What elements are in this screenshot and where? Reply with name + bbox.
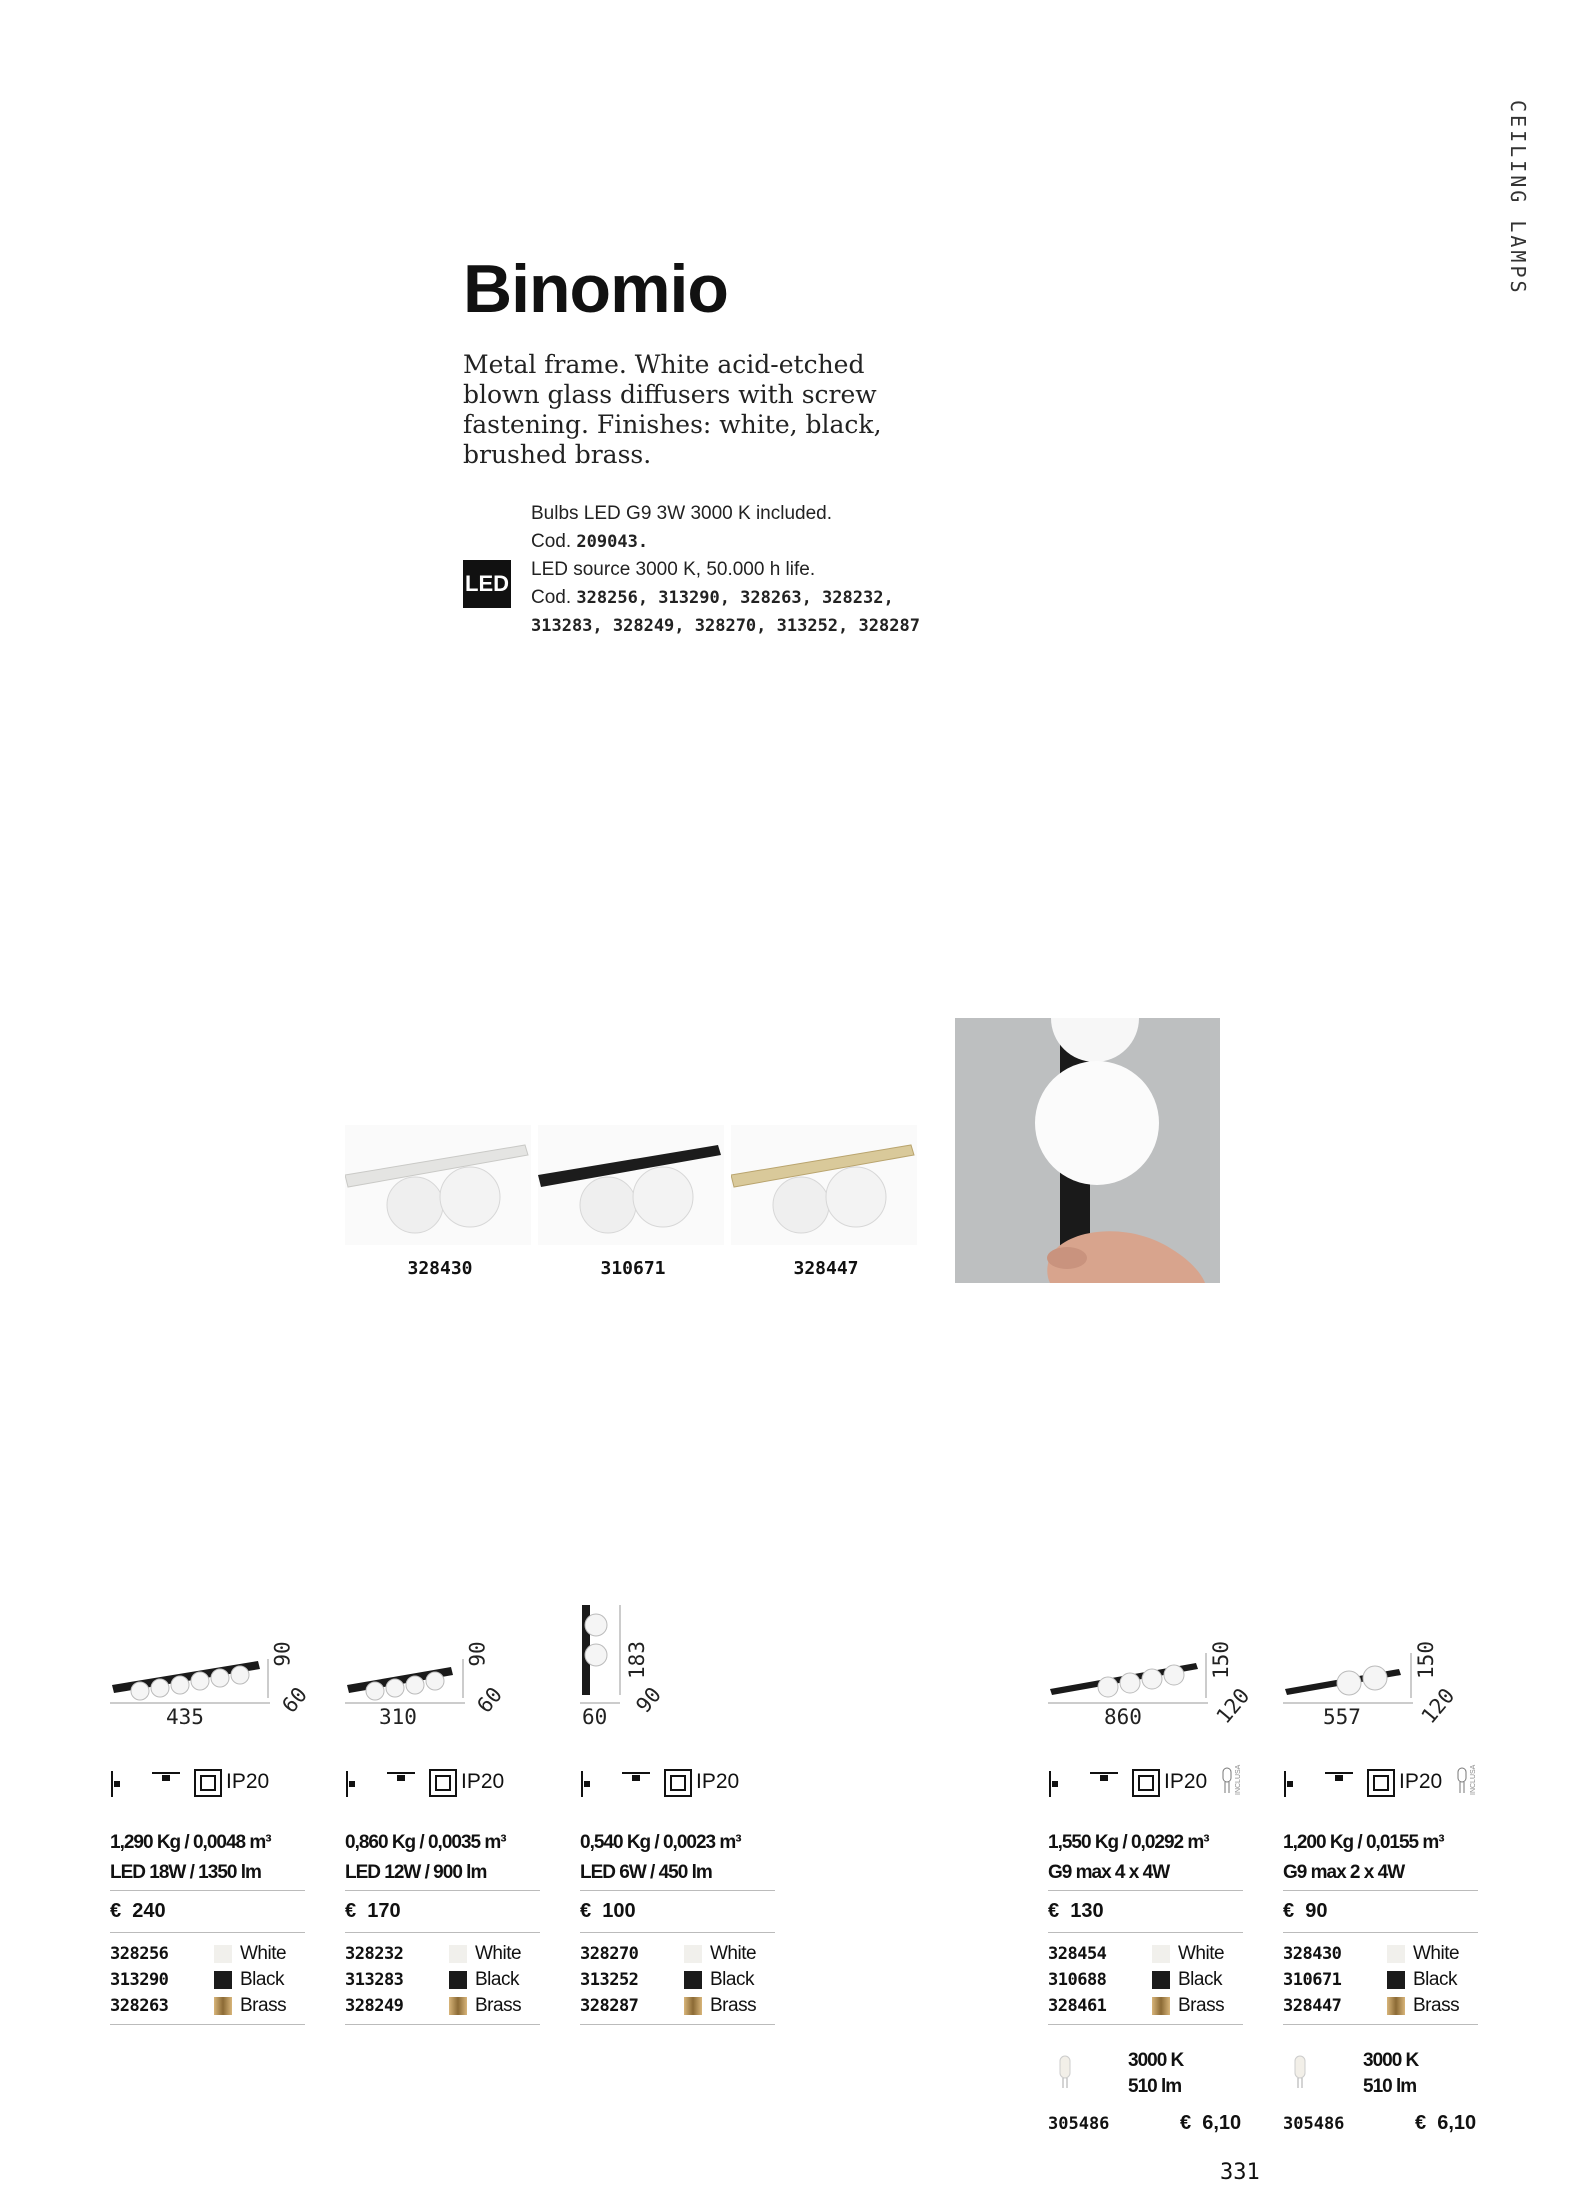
variant-row: 328447 Brass — [1283, 1995, 1460, 2016]
class-ii-icon — [1132, 1769, 1160, 1797]
mounting-icons — [580, 1765, 775, 1801]
dim-height: 183 — [624, 1641, 649, 1679]
variant-row: 328461 Brass — [1048, 1995, 1225, 2016]
class-ii-icon — [1367, 1769, 1395, 1797]
led-source-line: LED source 3000 K, 50.000 h life. — [531, 559, 816, 580]
power: LED 12W / 900 lm — [345, 1862, 487, 1883]
bulb-temp: 3000 K — [1363, 2050, 1419, 2071]
g9-bulb-icon — [1058, 2054, 1072, 2090]
dim-depth: 90 — [631, 1682, 666, 1718]
price: € 130 — [1048, 1900, 1104, 1922]
variant-list — [1048, 1941, 1243, 2019]
dim-height: 90 — [465, 1641, 490, 1667]
product-column-5 — [1283, 0, 1478, 2204]
bulb-included-icon — [1220, 1767, 1234, 1797]
bulb-included-icon — [1455, 1767, 1469, 1797]
bulb-code: 305486 — [1283, 2114, 1345, 2134]
mounting-icon — [1283, 1771, 1363, 1797]
photo-code-brass: 328447 — [793, 1258, 859, 1279]
dim-length: 557 — [1323, 1705, 1361, 1729]
ip-rating: IP20 — [226, 1770, 270, 1793]
weight: 1,290 Kg / 0,0048 m³ — [110, 1832, 271, 1853]
bulb-included-text: INCLUSA — [1235, 1764, 1242, 1795]
variant-row: 328430 White — [1283, 1943, 1460, 1964]
dim-length: 860 — [1104, 1705, 1142, 1729]
page-number: 331 — [1220, 2160, 1260, 2185]
variant-row: 328270 White — [580, 1943, 757, 1964]
class-ii-icon — [194, 1769, 222, 1797]
power: G9 max 4 x 4W — [1048, 1862, 1170, 1883]
mounting-icon — [110, 1771, 190, 1797]
power: G9 max 2 x 4W — [1283, 1862, 1405, 1883]
drawing-2 — [345, 1595, 540, 1715]
bulb-price: € 6,10 — [1180, 2112, 1242, 2134]
bulb-lumen: 510 lm — [1128, 2076, 1182, 2097]
variant-row: 328256 White — [110, 1943, 287, 1964]
price: € 100 — [580, 1900, 636, 1922]
ip-rating: IP20 — [696, 1770, 740, 1793]
mounting-icons — [110, 1765, 305, 1801]
dim-length: 435 — [166, 1705, 204, 1729]
variant-row: 310688 Black — [1048, 1969, 1222, 1990]
photo-code-white: 328430 — [407, 1258, 473, 1279]
mounting-icons — [1048, 1765, 1243, 1801]
variant-row: 313290 Black — [110, 1969, 284, 1990]
bulb-included-text: INCLUSA — [1470, 1764, 1477, 1795]
photo-code-black: 310671 — [600, 1258, 666, 1279]
variant-row: 328287 Brass — [580, 1995, 757, 2016]
variant-row: 328249 Brass — [345, 1995, 522, 2016]
section-label: CEILING LAMPS — [1506, 100, 1530, 296]
variant-row: 328232 White — [345, 1943, 522, 1964]
price: € 240 — [110, 1900, 166, 1922]
variant-row: 310671 Black — [1283, 1969, 1457, 1990]
g9-bulb-icon — [1293, 2054, 1307, 2090]
class-ii-icon — [429, 1769, 457, 1797]
led-bulbs-line: Bulbs LED G9 3W 3000 K included. — [531, 503, 833, 524]
dim-depth: 120 — [1211, 1683, 1255, 1729]
bulb-price: € 6,10 — [1415, 2112, 1477, 2134]
ip-rating: IP20 — [1399, 1770, 1443, 1793]
variant-row: 328263 Brass — [110, 1995, 287, 2016]
product-column-2 — [345, 0, 540, 2204]
ip-rating: IP20 — [461, 1770, 505, 1793]
variant-row: 328454 White — [1048, 1943, 1225, 1964]
dim-depth: 60 — [472, 1682, 507, 1718]
weight: 0,860 Kg / 0,0035 m³ — [345, 1832, 506, 1853]
bulb-code: 305486 — [1048, 2114, 1110, 2134]
mounting-icons — [345, 1765, 540, 1801]
power: LED 6W / 450 lm — [580, 1862, 712, 1883]
power: LED 18W / 1350 lm — [110, 1862, 261, 1883]
mounting-icon — [1048, 1771, 1128, 1797]
dim-height: 150 — [1413, 1641, 1438, 1679]
variant-row: 313283 Black — [345, 1969, 519, 1990]
weight: 1,200 Kg / 0,0155 m³ — [1283, 1832, 1444, 1853]
ip-rating: IP20 — [1164, 1770, 1208, 1793]
bulb-temp: 3000 K — [1128, 2050, 1184, 2071]
mounting-icon — [345, 1771, 425, 1797]
variant-list — [110, 1941, 305, 2019]
mounting-icons — [1283, 1765, 1478, 1801]
product-column-3 — [580, 0, 775, 2204]
drawing-3 — [580, 1595, 775, 1715]
led-info: Bulbs LED G9 3W 3000 K included. Cod. 209043. LED source 3000 K, 50.000 h life. Cod. 328256, 313290, 328263, 328232, 313283, 328249, 328270, 313252, 328287 — [531, 500, 951, 640]
weight: 0,540 Kg / 0,0023 m³ — [580, 1832, 741, 1853]
dim-height: 150 — [1208, 1641, 1233, 1679]
variant-list — [345, 1941, 540, 2019]
dim-depth: 60 — [277, 1682, 312, 1718]
dim-depth: 120 — [1416, 1683, 1460, 1729]
price: € 170 — [345, 1900, 401, 1922]
led-icon: LED — [463, 560, 511, 608]
dim-length: 310 — [379, 1705, 417, 1729]
product-column-1 — [110, 0, 312, 2204]
class-ii-icon — [664, 1769, 692, 1797]
variant-row: 313252 Black — [580, 1969, 754, 1990]
variant-list — [1283, 1941, 1478, 2019]
dim-height: 90 — [270, 1641, 295, 1667]
mounting-icon — [580, 1771, 660, 1797]
product-description: Metal frame. White acid-etched blown glass diffusers with screw fastening. Finishes: white, black, brushed brass. — [463, 350, 882, 469]
product-column-4 — [1048, 0, 1255, 2204]
dim-length: 60 — [582, 1705, 608, 1729]
price: € 90 — [1283, 1900, 1328, 1922]
page-title: Binomio — [463, 251, 728, 327]
weight: 1,550 Kg / 0,0292 m³ — [1048, 1832, 1209, 1853]
bulb-lumen: 510 lm — [1363, 2076, 1417, 2097]
variant-list — [580, 1941, 775, 2019]
